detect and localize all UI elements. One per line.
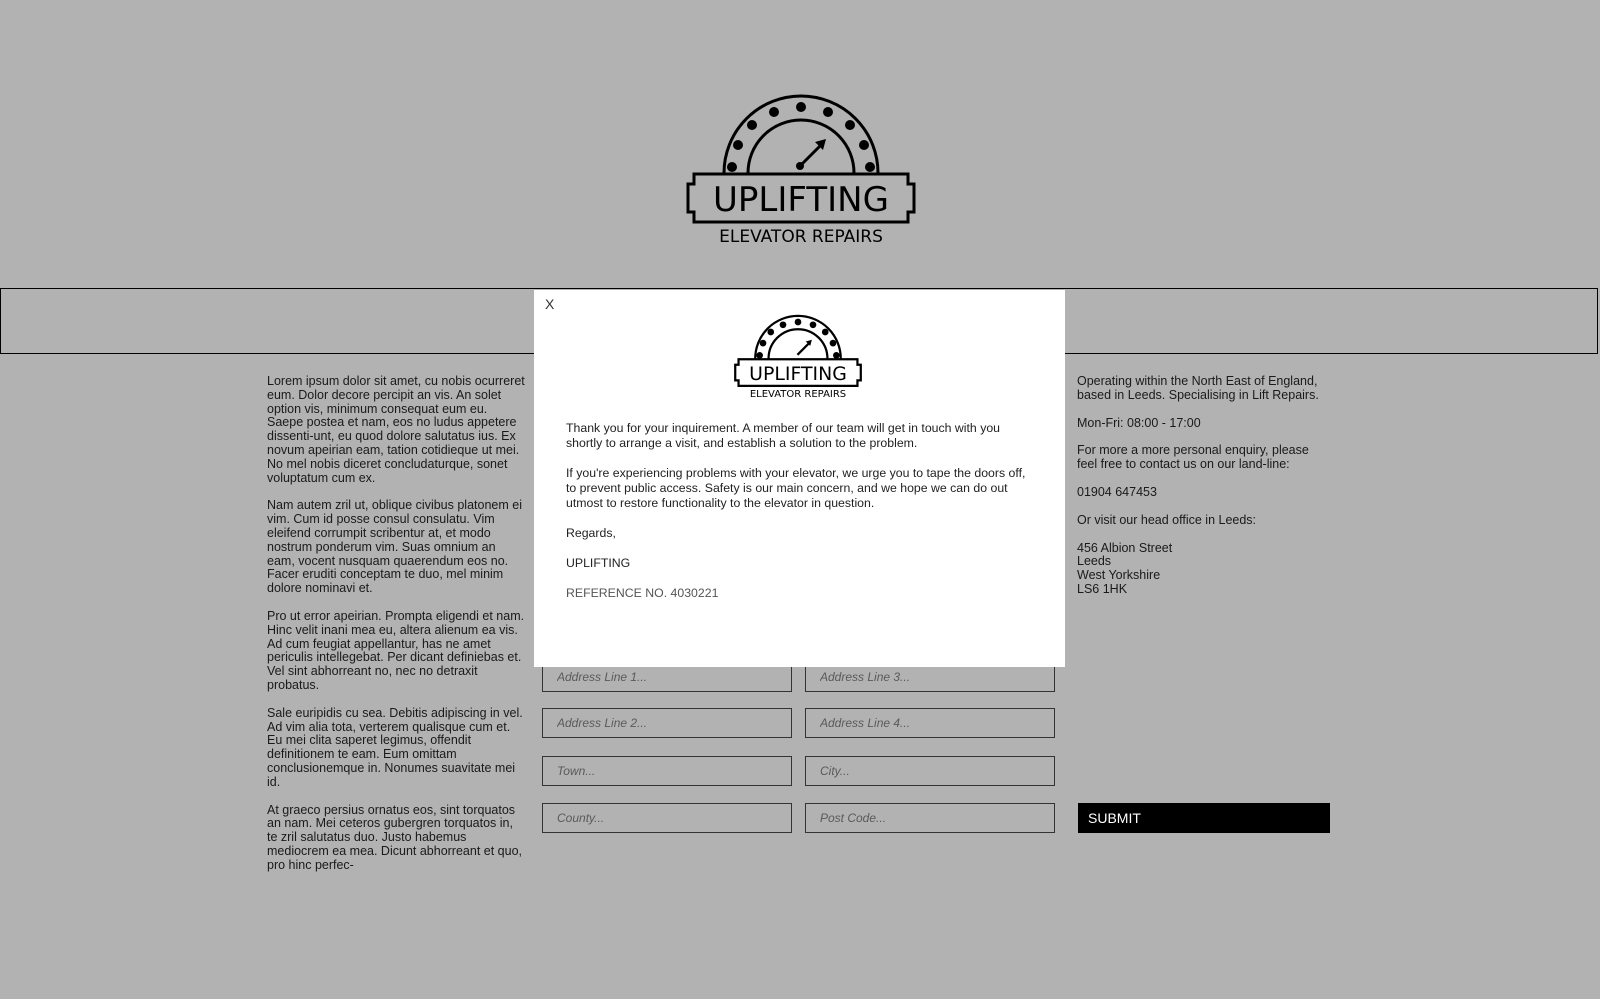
reference-number: REFERENCE NO. 4030221 [566,586,719,600]
signature-text: UPLIFTING [566,556,631,570]
close-icon[interactable]: X [545,296,555,312]
regards-text: Regards, [566,526,616,540]
site-logo[interactable] [684,90,918,250]
modal-message [566,421,1036,616]
visit-text: Or visit our head office in Leeds: [1077,512,1257,527]
office-address [1077,542,1327,597]
submit-button[interactable]: SUBMIT [1078,803,1330,833]
county-input[interactable] [542,803,792,833]
enquiry-text: For more a more personal enquiry, please feel free to contact us on our land-line: [1077,443,1309,472]
elevator-gauge-logo-icon [733,312,863,402]
logo-wordmark: UPLIFTING [713,180,889,220]
address-line-2-input[interactable] [542,708,792,738]
contact-info [1077,375,1327,611]
about-paragraph-2: Nam autem zril ut, oblique civibus platonem ei vim. Cum id posse consul consulatu. Vim eleifend corrumpit scribentur at, et modo nostrum ponderum vim. Suas omnium an eam, vocent nusquam quaerendum eos no. Facer eruditi conceptam te duo, mel minim dolore nominavi et. [267,498,522,596]
city-input[interactable] [805,756,1055,786]
address-postcode: LS6 1HK [1077,581,1128,596]
thank-you-text: Thank you for your inquirement. A member of our team will get in touch with you shortly to arrange a visit, and establish a solution to the problem. [566,421,1001,450]
town-input[interactable] [542,756,792,786]
modal-logo-wordmark: UPLIFTING [749,362,847,385]
about-paragraph-1: Lorem ipsum dolor sit amet, cu nobis ocurreret eum. Dolor decore percipit an vis. An solet option vis, minimum consequat eum eu. Saepe postea et nam, eos no ludus appetere dissenti-unt, eu quod dolore salutatus ius. Ex novum apeirian eam, tation cotidieque ut mei. No mel nobis diceret concludaturque, sonet voluptatum cum ex. [267,374,525,485]
address-street: 456 Albion Street [1077,540,1173,555]
confirmation-modal [534,290,1065,667]
about-paragraph-4: Sale euripidis cu sea. Debitis adipiscing in vel. Ad vim alia tota, verterem qualisque cum et. Eu mei clita saperet legimus, offendit definitionem te eam. Eum omittam conclusionemque in. Nonumes suavitate mei id. [267,705,523,789]
opening-hours: Mon-Fri: 08:00 - 17:00 [1077,415,1201,430]
address-county: West Yorkshire [1077,568,1161,583]
postcode-input[interactable] [805,803,1055,833]
phone-number[interactable]: 01904 647453 [1077,484,1157,499]
elevator-gauge-logo-icon [684,90,918,250]
company-intro: Operating within the North East of England, based in Leeds. Specialising in Lift Repairs. [1077,374,1319,402]
about-paragraph-5: At graeco persius ornatus eos, sint torquatos an nam. Mei ceteros gubergren torquatos in, te zril salutatus duo. Justo habemus mediocrem ea mea. Dicunt abhorreant et quo, pro hinc perfec- [267,802,522,872]
address-line-4-input[interactable] [805,708,1055,738]
about-paragraph-3: Pro ut error apeirian. Prompta eligendi et nam. Hinc velit inani mea eu, altera alienum ea vis. Ad cum feugiat appellantur, has ne amet periculis intellegebat. Per dicant definiebas et. Vel sint abhorreant no, nec no detraxit probatus. [267,608,525,692]
logo-tagline: ELEVATOR REPAIRS [719,227,883,247]
address-city: Leeds [1077,554,1112,569]
about-text [267,375,525,887]
modal-logo-tagline: ELEVATOR REPAIRS [749,389,847,400]
modal-logo [733,312,863,402]
safety-text: If you're experiencing problems with your elevator, we urge you to tape the doors off, to prevent public access. Safety is our main concern, and we hope we can do out utmost to restore functionality to the elevator in question. [566,466,1026,510]
